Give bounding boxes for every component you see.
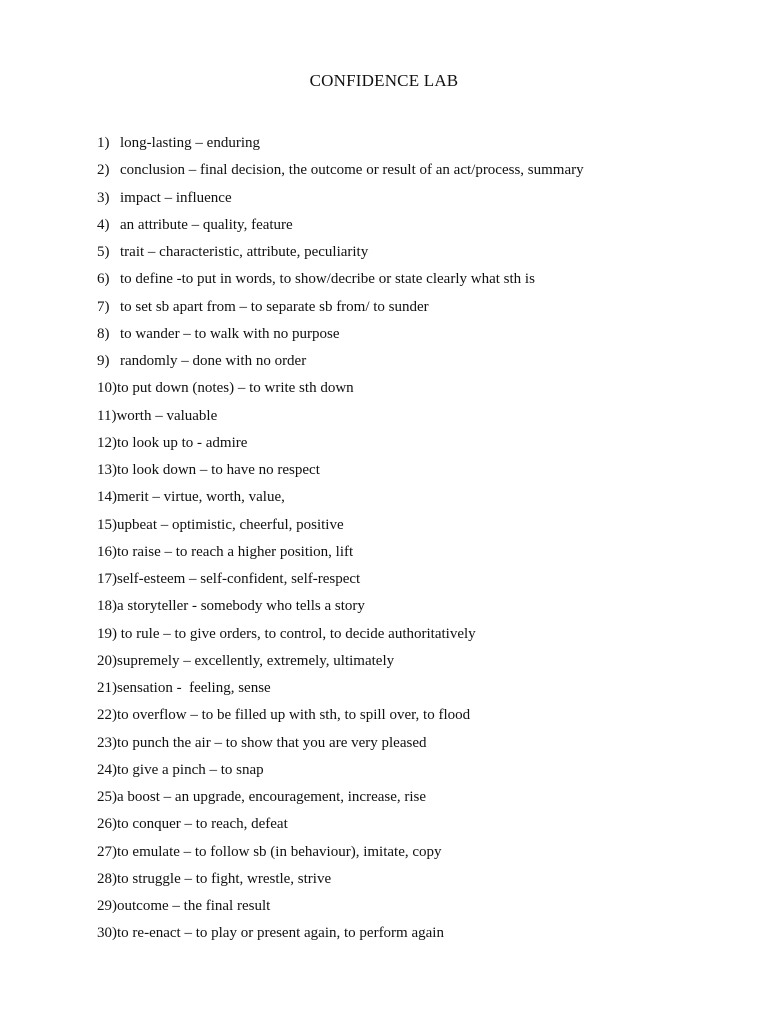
item-number: 9)	[97, 353, 110, 369]
item-number: 17)	[97, 571, 117, 587]
list-item	[97, 677, 584, 704]
item-number: 20)	[97, 652, 117, 669]
item-text: impact – influence	[120, 189, 232, 206]
item-number: 14)	[97, 489, 117, 506]
item-text: a boost – an upgrade, encouragement, increase, rise	[117, 789, 427, 805]
item-text: to rule – to give orders, to control, to decide authoritatively	[117, 625, 476, 642]
item-number: 18)	[97, 598, 117, 615]
item-text: to emulate – to follow sb (in behaviour), imitate, copy	[117, 843, 442, 860]
list-item	[97, 786, 584, 813]
item-number: 26)	[97, 816, 117, 833]
item-text: to give a pinch – to snap	[117, 761, 264, 778]
list-item	[97, 514, 584, 541]
list-item	[97, 459, 584, 486]
item-text: worth – valuable	[116, 407, 218, 424]
item-number: 22)	[97, 707, 117, 724]
item-number: 7)	[97, 298, 110, 315]
list-item	[97, 187, 584, 214]
item-number: 2)	[97, 162, 110, 179]
list-item	[97, 350, 584, 377]
item-number: 4)	[97, 216, 110, 233]
item-text: supremely – excellently, extremely, ultimately	[117, 652, 395, 669]
list-item	[97, 595, 584, 622]
list-item	[97, 568, 584, 595]
item-text: to overflow – to be filled up with sth, to spill over, to flood	[117, 707, 471, 724]
item-text: to look down – to have no respect	[117, 462, 320, 478]
item-number: 10)	[97, 380, 117, 397]
item-number: 28)	[97, 870, 117, 887]
item-number: 13)	[97, 462, 117, 478]
item-text: self-esteem – self-confident, self-respect	[117, 571, 361, 587]
item-number: 6)	[97, 271, 110, 288]
list-item	[97, 541, 584, 568]
list-item	[97, 377, 584, 404]
list-item	[97, 623, 584, 650]
item-number: 24)	[97, 761, 117, 778]
list-item	[97, 759, 584, 786]
list-item	[97, 432, 584, 459]
list-item	[97, 159, 584, 186]
list-item	[97, 241, 584, 268]
item-number: 30)	[97, 925, 117, 942]
list-item	[97, 704, 584, 731]
item-number: 15)	[97, 516, 117, 533]
list-item	[97, 296, 584, 323]
item-text: a storyteller - somebody who tells a story	[117, 598, 365, 615]
item-number: 25)	[97, 789, 117, 805]
list-item	[97, 868, 584, 895]
item-text: to struggle – to fight, wrestle, strive	[117, 870, 332, 887]
item-text: to punch the air – to show that you are very pleased	[117, 734, 427, 751]
item-text: sensation - feeling, sense	[117, 680, 271, 696]
item-text: merit – virtue, worth, value,	[117, 489, 285, 506]
list-item	[97, 323, 584, 350]
item-text: upbeat – optimistic, cheerful, positive	[117, 516, 344, 533]
item-text: trait – characteristic, attribute, peculiarity	[120, 244, 369, 260]
item-text: to raise – to reach a higher position, lift	[117, 543, 354, 560]
list-item	[97, 650, 584, 677]
list-item	[97, 214, 584, 241]
list-item	[97, 895, 584, 922]
item-number: 23)	[97, 734, 117, 751]
item-number: 1)	[97, 135, 110, 151]
item-text: to conquer – to reach, defeat	[117, 816, 288, 833]
item-text: to set sb apart from – to separate sb from/ to sunder	[120, 298, 429, 315]
item-number: 5)	[97, 244, 110, 260]
item-number: 12)	[97, 434, 117, 451]
list-item	[97, 405, 584, 432]
list-item	[97, 813, 584, 840]
item-number: 8)	[97, 325, 110, 342]
item-number: 16)	[97, 543, 117, 560]
item-text: to wander – to walk with no purpose	[120, 325, 340, 342]
list-item	[97, 922, 584, 949]
vocabulary-list	[97, 132, 584, 950]
list-item	[97, 732, 584, 759]
item-number: 19)	[97, 625, 117, 642]
item-text: conclusion – final decision, the outcome or result of an act/process, summary	[120, 162, 584, 179]
item-text: to define -to put in words, to show/decribe or state clearly what sth is	[120, 271, 535, 288]
item-text: to re-enact – to play or present again, to perform again	[117, 925, 444, 942]
list-item	[97, 268, 584, 295]
item-text: to put down (notes) – to write sth down	[117, 380, 354, 397]
item-text: outcome – the final result	[117, 898, 271, 914]
item-text: an attribute – quality, feature	[120, 216, 293, 233]
item-number: 3)	[97, 189, 110, 206]
list-item	[97, 486, 584, 513]
item-number: 27)	[97, 843, 117, 860]
item-number: 29)	[97, 898, 117, 914]
item-text: long-lasting – enduring	[120, 135, 260, 151]
item-number: 21)	[97, 680, 117, 696]
list-item	[97, 841, 584, 868]
page-title: CONFIDENCE LAB	[309, 71, 459, 90]
item-text: randomly – done with no order	[120, 353, 307, 369]
item-text: to look up to - admire	[117, 434, 248, 451]
list-item	[97, 132, 584, 159]
item-number: 11)	[97, 407, 117, 424]
